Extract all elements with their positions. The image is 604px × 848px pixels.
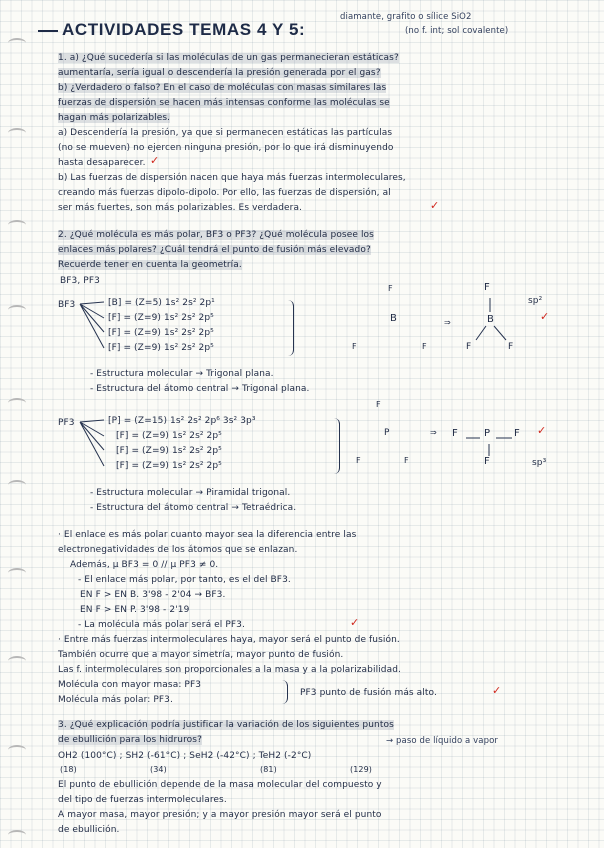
margin-note: diamante, grafito o sílice SiO2 [340,12,472,22]
lewis-f: F [422,342,427,351]
q2-answer-line: electronegatividades de los átomos que se enlazan. [58,545,298,555]
check-mark: ✓ [350,616,360,629]
pf3-config: [P] = (Z=15) 1s² 2s² 2p⁶ 3s² 3p³ [108,416,256,426]
q3-question-line: de ebullición para los hidruros? [58,735,202,745]
pf3-label: PF3 [58,418,75,428]
lewis-f: F [376,400,381,409]
pf3-config: [F] = (Z=9) 1s² 2s² 2p⁵ [116,431,222,441]
arrow-glyph: ⇒ [444,318,451,327]
q1-answer-a-line: hasta desaparecer. [58,158,146,168]
binder-ring [8,480,26,490]
binder-ring [8,830,26,840]
q2-answer-line: Además, μ BF3 = 0 // μ PF3 ≠ 0. [70,560,219,570]
bf3-config: [B] = (Z=5) 1s² 2s² 2p¹ [108,298,215,308]
bf3-geometry: - Estructura molecular → Trigonal plana. [90,369,274,379]
q1-question-line: 1. a) ¿Qué sucedería si las moléculas de un gas permanecieran estáticas? [58,53,399,63]
q1-question-line: hagan más polarizables. [58,113,171,123]
q3-mass: (129) [350,765,373,774]
check-mark: ✓ [537,424,547,437]
bf3-geometry: - Estructura del átomo central → Trigonal plana. [90,384,310,394]
bf3-config: [F] = (Z=9) 1s² 2s² 2p⁵ [108,343,214,353]
pf3-hybrid: sp³ [532,458,547,468]
pf3-arrows [78,416,108,476]
lewis-f: F [514,428,520,439]
q1-answer-a-line: a) Descendería la presión, ya que si permanecen estáticas las partículas [58,128,393,138]
bf3-hybrid: sp² [528,296,543,306]
page-title: ACTIVIDADES TEMAS 4 Y 5: [62,20,306,39]
lewis-central: P [384,428,390,438]
lewis-central: B [390,313,397,324]
bf3-brace [288,300,294,356]
lewis-f: F [508,342,514,352]
binder-ring [8,38,26,48]
lewis-f: F [404,456,409,465]
lewis-central: P [484,428,491,439]
lewis-central: B [487,314,494,325]
pf3-structure [460,432,524,462]
q2-answer-line: EN F > EN P. 3'98 - 2'19 [80,605,190,615]
q3-mass: (18) [60,765,77,774]
lewis-f: F [452,428,458,439]
binder-ring [8,656,26,666]
q3-mass: (81) [260,765,277,774]
q3-mass: (34) [150,765,167,774]
q1-answer-b-line: creando más fuerzas dipolo-dipolo. Por ello, las fuerzas de dispersión, al [58,188,391,198]
q2-answer-line: · Entre más fuerzas intermoleculares haya, mayor será el punto de fusión. [58,635,400,645]
q2-answer-line: Molécula más polar: PF3. [58,695,173,705]
q3-answer-line: del tipo de fuerzas intermoleculares. [58,795,227,805]
bf3-config: [F] = (Z=9) 1s² 2s² 2p⁵ [108,313,214,323]
pf3-config: [F] = (Z=9) 1s² 2s² 2p⁵ [116,461,222,471]
q1-answer-a-line: (no se mueven) no ejercen ninguna presión, por lo que irá disminuyendo [58,143,394,153]
q1-question-line: fuerzas de dispersión se hacen más intensas conforme las moléculas se [58,98,390,108]
q3-hydrides: OH2 (100°C) ; SH2 (-61°C) ; SeH2 (-42°C) ; TeH2 (-2°C) [58,751,312,761]
lewis-f: F [484,456,490,467]
q1-answer-b-line: b) Las fuerzas de dispersión nacen que haya más fuerzas intermoleculares, [58,173,406,183]
check-mark: ✓ [492,684,502,697]
q2-brace [282,680,288,704]
q2-question-line: 2. ¿Qué molécula es más polar, BF3 o PF3? ¿Qué molécula posee los [58,230,374,240]
pf3-geometry: - Estructura molecular → Piramidal trigonal. [90,488,291,498]
pf3-geometry: - Estructura del átomo central → Tetraédrica. [90,503,297,513]
pf3-config: [F] = (Z=9) 1s² 2s² 2p⁵ [116,446,222,456]
bf3-arrows [78,298,108,358]
q3-question-line: 3. ¿Qué explicación podría justificar la variación de los siguientes puntos [58,720,394,730]
title-dash [38,30,58,32]
binder-ring [8,568,26,578]
q2-answer-line: Las f. intermoleculares son proporcionales a la masa y a la polarizabilidad. [58,665,401,675]
q2-answer-line: EN F > EN B. 3'98 - 2'04 → BF3. [80,590,226,600]
lewis-f: F [356,456,361,465]
q2-answer-line: - El enlace más polar, por tanto, es el del BF3. [78,575,291,585]
q1-question-line: aumentaría, sería igual o descendería la presión generada por el gas? [58,68,381,78]
q2-answer-line: · El enlace es más polar cuanto mayor sea la diferencia entre las [58,530,357,540]
q2-molecules: BF3, PF3 [60,276,100,286]
q3-answer-line: de ebullición. [58,825,120,835]
q1-answer-b-line: ser más fuertes, son más polarizables. Es verdadera. [58,203,303,213]
binder-ring [8,128,26,138]
q3-answer-line: A mayor masa, mayor presión; y a mayor presión mayor será el punto [58,810,382,820]
q3-answer-line: El punto de ebullición depende de la masa molecular del compuesto y [58,780,382,790]
binder-ring [8,305,26,315]
q3-note: → paso de líquido a vapor [386,736,498,746]
q2-question-line: enlaces más polares? ¿Cuál tendrá el punto de fusión más elevado? [58,245,371,255]
lewis-f: F [484,282,490,293]
lewis-f: F [388,284,393,293]
q2-answer-line: Molécula con mayor masa: PF3 [58,680,202,690]
binder-ring [8,398,26,408]
binder-ring [8,745,26,755]
binder-ring [8,220,26,230]
q2-answer-line: PF3 punto de fusión más alto. [300,688,437,698]
q2-answer-line: - La molécula más polar será el PF3. [78,620,245,630]
check-mark: ✓ [430,199,440,212]
margin-note: (no f. int; sol covalente) [405,26,509,36]
arrow-glyph: ⇒ [430,428,437,437]
q2-answer-line: También ocurre que a mayor simetría, mayor punto de fusión. [58,650,344,660]
check-mark: ✓ [540,310,550,323]
q1-question-line: b) ¿Verdadero o falso? En el caso de moléculas con masas similares las [58,83,387,93]
pf3-brace [334,418,340,474]
bf3-label: BF3 [58,300,76,310]
q2-question-line: Recuerde tener en cuenta la geometría. [58,260,242,270]
check-mark: ✓ [150,154,160,167]
lewis-f: F [466,342,472,352]
lewis-f: F [352,342,357,351]
bf3-config: [F] = (Z=9) 1s² 2s² 2p⁵ [108,328,214,338]
